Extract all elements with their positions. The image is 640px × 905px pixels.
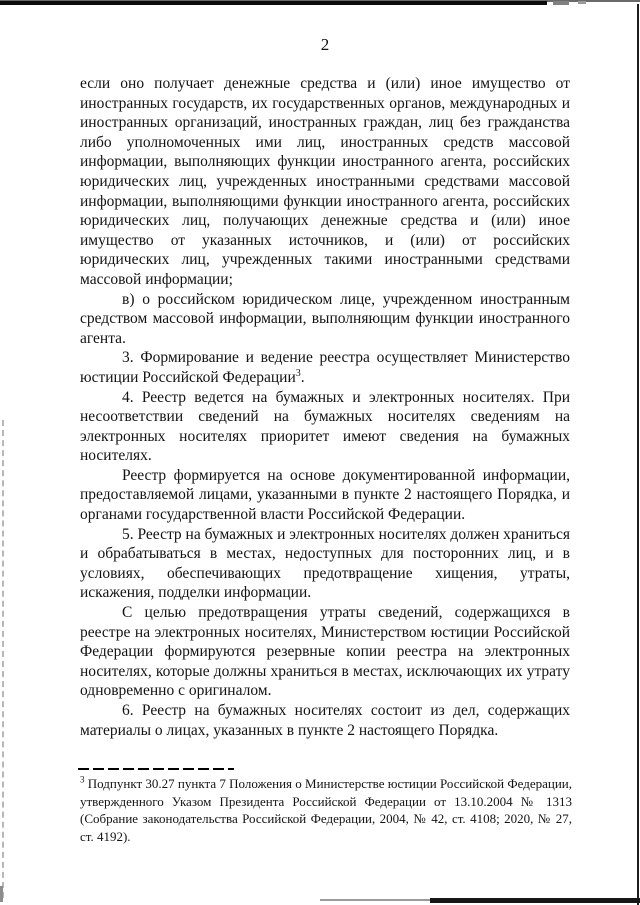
paragraph-point-3 [80, 348, 570, 387]
paragraph-point-6: 6. Реестр на бумажных носителях состоит из дел, содержащих материалы о лицах, указанных в пункте 2 настоящего Порядка. [80, 702, 570, 739]
paragraph-registry-formation: Реестр формируется на основе документированной информации, предоставляемой лицами, указанными в пункте 2 настоящего Порядка, и органами государственной власти Российской Федерации. [80, 466, 570, 524]
paragraph-point-4: 4. Реестр ведется на бумажных и электронных носителях. При несоответствии сведений на бумажных носителях сведениям на электронных носителях приоритет имеют сведения на бумажных носителях. [80, 388, 570, 465]
scan-artifact-bottom-dark [430, 898, 640, 903]
scan-artifact-top-dark [0, 1, 547, 5]
footnote-separator [78, 768, 234, 770]
paragraph-point-5: 5. Реестр на бумажных и электронных носителях должен храниться и обрабатываться в местах, недоступных для посторонних лиц, и в условиях, обеспечивающих предотвращение хищения, утраты, искажения, подделки информации. [80, 525, 570, 602]
paragraph-point-3-period: . [300, 368, 305, 386]
document-body [80, 74, 570, 740]
paragraph-item-v: в) о российском юридическом лице, учрежденном иностранным средством массовой информации, выполняющим функции иностранного агента. [80, 290, 570, 347]
scan-artifact-top-blob [553, 1, 569, 5]
paragraph-point-3-text: 3. Формирование и ведение реестра осуществляет Министерство юстиции Российской Федерации [80, 349, 570, 386]
paragraph-continuation: если оно получает денежные средства и (или) иное имущество от иностранных государств, их государственных органов, международных и иностранных организаций, иностранных граждан, лиц без гражданства либо уполномоченных ими лиц, иностранных средств массовой информации, выполняющих функции иностранного агента, российских юридических лиц, учрежденных иностранными средствами массовой информации, выполняющими функции иностранного агента, российских юридических лиц, получающих денежные средства и (или) иное имущество от указанных источников, и (или) от российских юридических лиц, учрежденных такими иностранными средствами массовой информации; [80, 75, 570, 288]
footnote-text: Подпункт 30.27 пункта 7 Положения о Министерстве юстиции Российской Федерации, утвержденного Указом Президента Российской Федерации от 13.10.2004 № 1313 (Собрание законодательства Российской Федерации, 2004, № 42, ст. 4108; 2020, № 27, ст. 4192). [80, 776, 572, 844]
page-number: 2 [320, 35, 330, 54]
paragraph-backup-copies: С целью предотвращения утраты сведений, содержащихся в реестре на электронных носителях, Министерством юстиции Российской Федерации формируются резервные копии реестра на электронных носителях, которые должны храниться в местах, исключающих их утрату одновременно с оригиналом. [80, 604, 570, 700]
footnote-marker: 3 [80, 774, 85, 785]
scan-artifact-right-edge [637, 4, 639, 905]
footnote [80, 775, 572, 845]
scan-artifact-bottom-left [0, 886, 3, 902]
scan-artifact-left-edge [2, 420, 4, 898]
footnote-reference-3: 3 [295, 367, 301, 379]
scan-artifact-top-blob-2 [578, 1, 586, 4]
